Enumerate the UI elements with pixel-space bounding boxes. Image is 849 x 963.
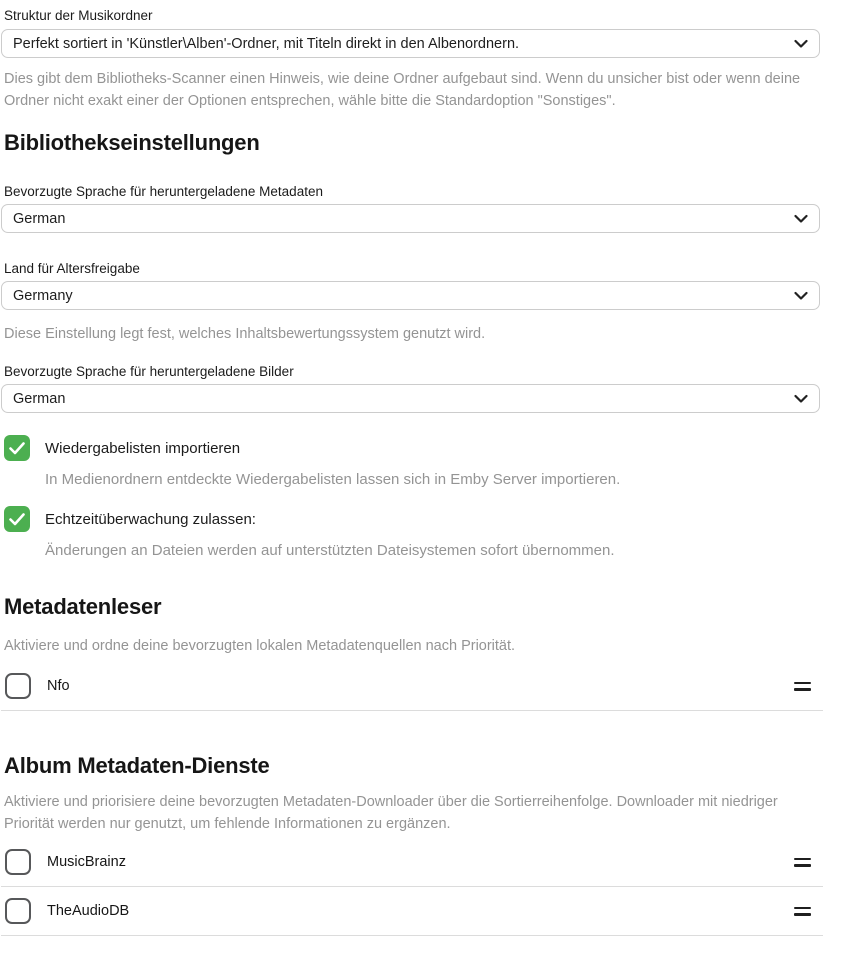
image-language-label: Bevorzugte Sprache für heruntergeladene Bilder xyxy=(4,364,294,379)
drag-handle-icon[interactable] xyxy=(794,903,811,920)
chevron-down-icon xyxy=(794,214,808,223)
rating-country-select[interactable] xyxy=(1,281,820,310)
metadata-language-value: German xyxy=(13,210,66,227)
album-metadata-services-description: Aktiviere und priorisiere deine bevorzugten Metadaten-Downloader über die Sortierreihenfolge. Downloader mit niedriger Priorität werden nur genutzt, um fehlende Informationen zu ergänzen. xyxy=(4,794,778,832)
import-playlists-checkbox[interactable] xyxy=(4,435,30,461)
import-playlists-label[interactable]: Wiedergabelisten importieren xyxy=(45,439,241,457)
list-item-theaudiodb xyxy=(1,887,823,936)
list-item-nfo xyxy=(1,662,823,711)
library-settings-heading: Bibliothekseinstellungen xyxy=(4,130,260,155)
image-language-select[interactable] xyxy=(1,384,820,413)
import-playlists-help: In Medienordnern entdeckte Wiedergabelisten lassen sich in Emby Server importieren. xyxy=(45,471,621,488)
library-settings-page xyxy=(0,8,823,936)
realtime-monitoring-label[interactable]: Echtzeitüberwachung zulassen: xyxy=(45,510,256,528)
chevron-down-icon xyxy=(794,39,808,48)
music-folder-structure-label: Struktur der Musikordner xyxy=(4,8,153,23)
import-playlists-row xyxy=(4,435,823,461)
metadata-language-label: Bevorzugte Sprache für heruntergeladene Metadaten xyxy=(4,184,323,199)
chevron-down-icon xyxy=(794,291,808,300)
rating-country-label: Land für Altersfreigabe xyxy=(4,261,140,276)
music-folder-structure-select[interactable] xyxy=(1,29,820,58)
nfo-checkbox[interactable] xyxy=(5,673,31,699)
check-icon xyxy=(9,513,25,526)
album-metadata-services-list xyxy=(1,838,823,936)
album-metadata-services-heading: Album Metadaten-Dienste xyxy=(4,753,270,778)
chevron-down-icon xyxy=(794,394,808,403)
list-item-label: TheAudioDB xyxy=(47,903,130,919)
list-item-label: MusicBrainz xyxy=(47,854,126,870)
theaudiodb-checkbox[interactable] xyxy=(5,898,31,924)
metadata-readers-list xyxy=(1,662,823,711)
metadata-language-select[interactable] xyxy=(1,204,820,233)
music-folder-structure-value: Perfekt sortiert in 'Künstler\Alben'-Ordner, mit Titeln direkt in den Albenordnern. xyxy=(13,35,520,52)
list-item-musicbrainz xyxy=(1,838,823,887)
music-folder-structure-help: Dies gibt dem Bibliotheks-Scanner einen Hinweis, wie deine Ordner aufgebaut sind. Wenn du unsicher bist oder wenn deine Ordner nicht exakt einer der Optionen entsprechen, wähle bitte die Standardoption "Sonstiges". xyxy=(4,71,801,109)
rating-country-help: Diese Einstellung legt fest, welches Inhaltsbewertungssystem genutzt wird. xyxy=(4,326,486,342)
metadata-readers-description: Aktiviere und ordne deine bevorzugten lokalen Metadatenquellen nach Priorität. xyxy=(4,638,516,654)
check-icon xyxy=(9,442,25,455)
realtime-monitoring-row xyxy=(4,506,823,532)
realtime-monitoring-checkbox[interactable] xyxy=(4,506,30,532)
drag-handle-icon[interactable] xyxy=(794,678,811,695)
image-language-value: German xyxy=(13,390,66,407)
metadata-readers-heading: Metadatenleser xyxy=(4,594,162,619)
rating-country-value: Germany xyxy=(13,287,73,304)
realtime-monitoring-help: Änderungen an Dateien werden auf unterstützten Dateisystemen sofort übernommen. xyxy=(45,542,615,559)
musicbrainz-checkbox[interactable] xyxy=(5,849,31,875)
drag-handle-icon[interactable] xyxy=(794,854,811,871)
list-item-label: Nfo xyxy=(47,678,70,694)
